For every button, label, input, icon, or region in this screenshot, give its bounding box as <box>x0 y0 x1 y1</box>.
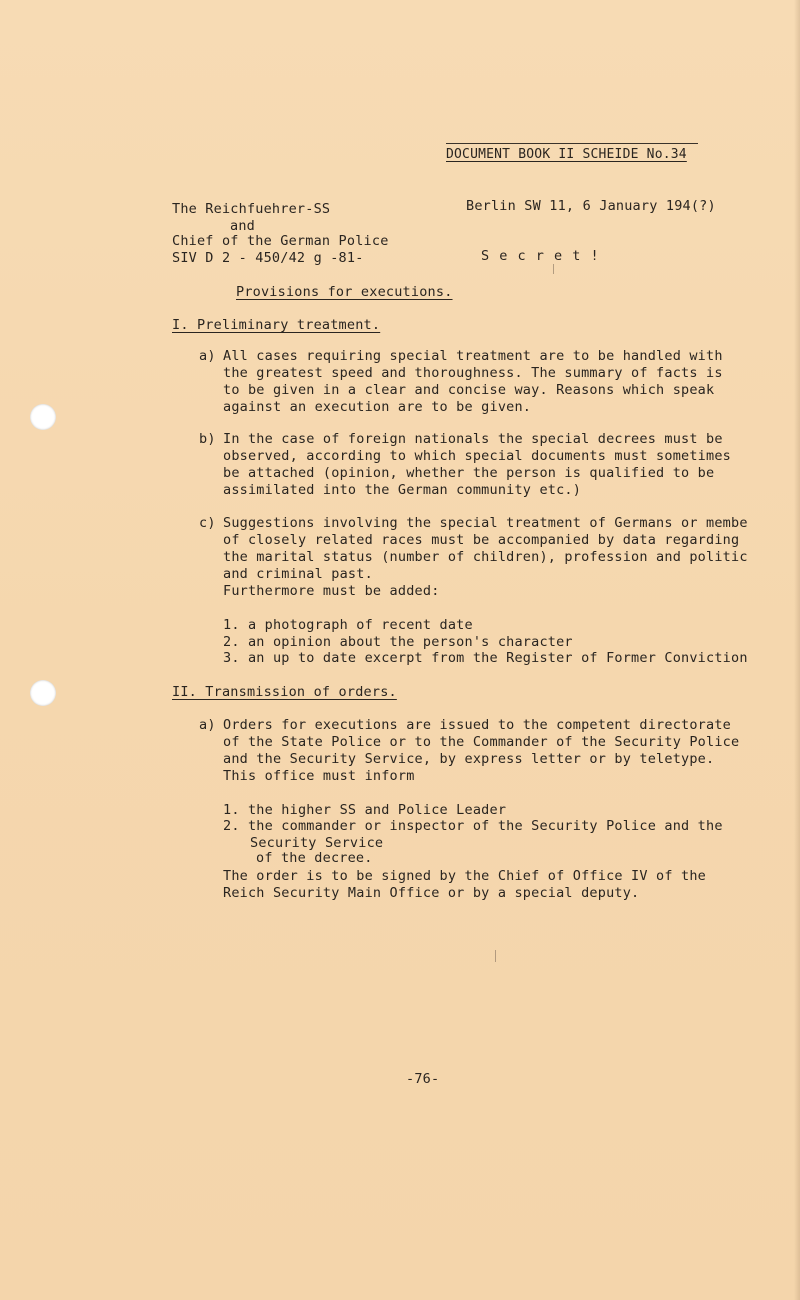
section-1-heading: I. Preliminary treatment. <box>172 317 381 333</box>
item-1b-line: observed, according to which special documents must sometimes <box>223 448 731 464</box>
item-1c-list-item: 3. an up to date excerpt from the Register of Former Conviction <box>223 650 748 666</box>
classification: S e c r e t ! <box>481 248 600 264</box>
item-1c-list-item: 1. a photograph of recent date <box>223 617 473 633</box>
item-1a-line: All cases requiring special treatment are to be handled with <box>223 348 723 364</box>
page-number: -76- <box>406 1071 440 1087</box>
item-1a-line: against an execution are to be given. <box>223 399 532 415</box>
item-2a-list-item: 2. the commander or inspector of the Security Police and the <box>223 818 723 834</box>
sender-line-2: and <box>230 218 255 234</box>
item-2a-closing-line: Reich Security Main Office or by a special deputy. <box>223 885 640 901</box>
document-reference: DOCUMENT BOOK II SCHEIDE No.34 <box>446 147 687 162</box>
page-edge-shadow <box>794 0 800 1300</box>
punch-hole-bottom <box>30 680 56 706</box>
item-1b-marker: b) <box>199 431 216 447</box>
item-1c-line: of closely related races must be accompanied by data regarding <box>223 532 740 548</box>
document-title: Provisions for executions. <box>236 284 453 300</box>
sender-line-3: Chief of the German Police <box>172 233 389 249</box>
item-1b-line: assimilated into the German community etc.) <box>223 482 582 498</box>
item-1b-line: In the case of foreign nationals the special decrees must be <box>223 431 723 447</box>
item-2a-list-continuation: of the decree. <box>256 850 373 866</box>
item-1c-list-item: 2. an opinion about the person's character <box>223 634 573 650</box>
item-2a-line: and the Security Service, by express letter or by teletype. <box>223 751 715 767</box>
sender-reference: SIV D 2 - 450/42 g -81- <box>172 250 364 266</box>
item-1c-line: and criminal past. <box>223 566 373 582</box>
stray-mark <box>553 264 554 274</box>
item-1a-line: the greatest speed and thoroughness. The summary of facts is <box>223 365 723 381</box>
header-rule <box>446 143 698 144</box>
item-1b-line: be attached (opinion, whether the person is qualified to be <box>223 465 715 481</box>
item-1c-line: Furthermore must be added: <box>223 583 440 599</box>
place-date: Berlin SW 11, 6 January 194(?) <box>466 198 716 214</box>
section-2-heading: II. Transmission of orders. <box>172 684 397 700</box>
sender-line-1: The Reichfuehrer-SS <box>172 201 331 217</box>
item-1c-line: the marital status (number of children), profession and politic <box>223 549 748 565</box>
punch-hole-top <box>30 404 56 430</box>
item-2a-closing-line: The order is to be signed by the Chief of Office IV of the <box>223 868 707 884</box>
item-2a-list-continuation: Security Service <box>250 835 384 851</box>
item-2a-list-item: 1. the higher SS and Police Leader <box>223 802 507 818</box>
stray-mark <box>495 950 496 962</box>
item-2a-line: This office must inform <box>223 768 415 784</box>
item-1c-marker: c) <box>199 515 216 531</box>
item-1a-marker: a) <box>199 348 216 364</box>
item-1c-line: Suggestions involving the special treatment of Germans or membe <box>223 515 748 531</box>
item-2a-line: Orders for executions are issued to the competent directorate <box>223 717 731 733</box>
item-1a-line: to be given in a clear and concise way. Reasons which speak <box>223 382 715 398</box>
item-2a-marker: a) <box>199 717 216 733</box>
item-2a-line: of the State Police or to the Commander of the Security Police <box>223 734 740 750</box>
